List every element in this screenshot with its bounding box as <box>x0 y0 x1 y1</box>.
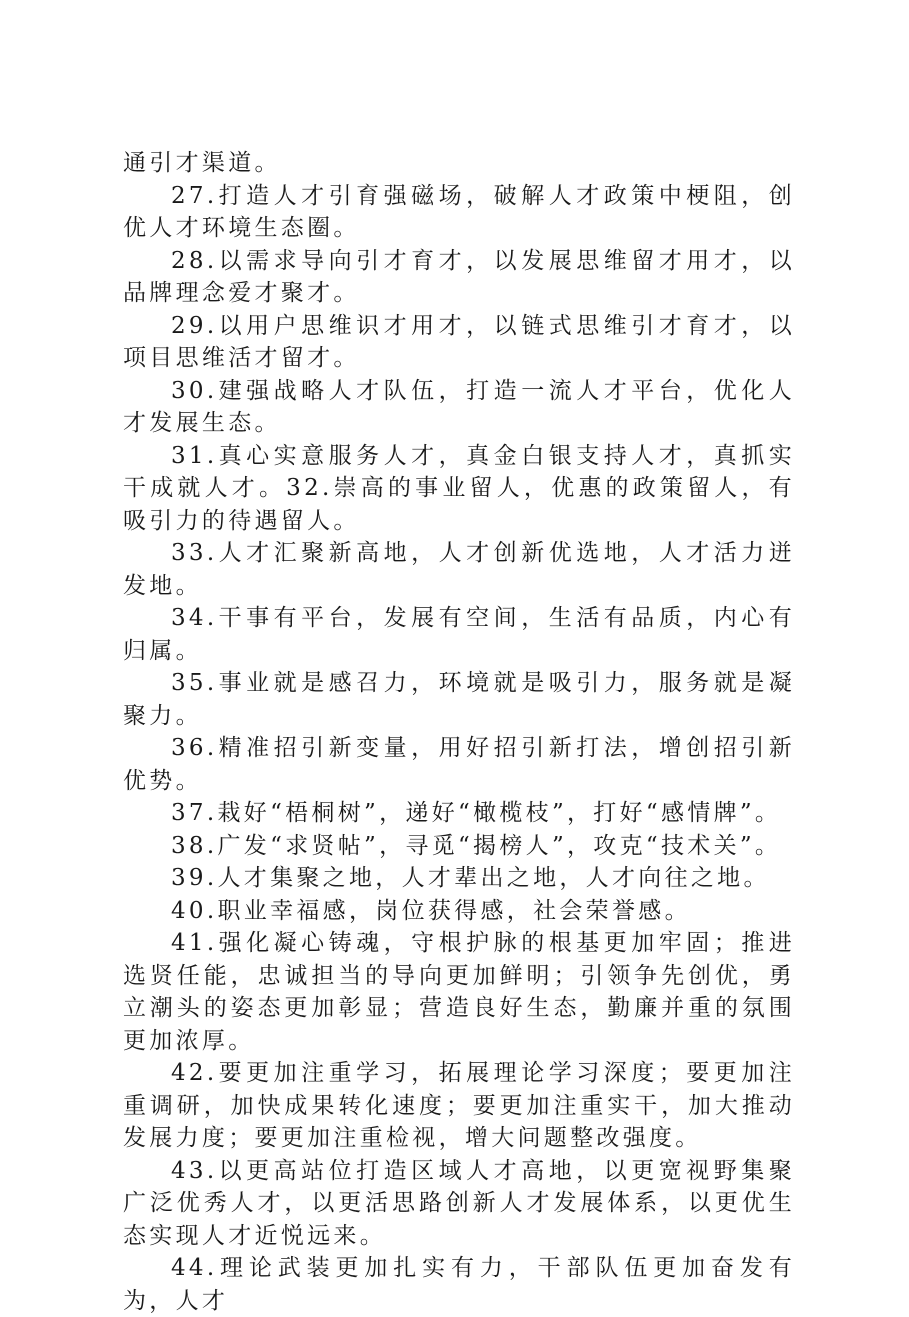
paragraph: 31.真心实意服务人才，真金白银支持人才，真抓实干成就人才。32.崇高的事业留人，优惠的政策留人，有吸引力的待遇留人。 <box>123 442 795 534</box>
paragraph: 29.以用户思维识才用才，以链式思维引才育才，以项目思维活才留才。 <box>123 312 795 371</box>
paragraph: 40.职业幸福感，岗位获得感，社会荣誉感。 <box>171 897 691 924</box>
paragraph: 41.强化凝心铸魂，守根护脉的根基更加牢固；推进选贤任能，忠诚担当的导向更加鲜明；引领争先创优，勇立潮头的姿态更加彰显；营造良好生态，勤廉并重的氛围更加浓厚。 <box>123 930 795 1054</box>
paragraph: 30.建强战略人才队伍，打造一流人才平台，优化人才发展生态。 <box>123 377 795 436</box>
paragraph: 37.栽好“梧桐树”，递好“橄榄枝”，打好“感情牌”。 <box>171 800 782 826</box>
paragraph: 34.干事有平台，发展有空间，生活有品质，内心有归属。 <box>123 605 795 664</box>
paragraph: 28.以需求导向引才育才，以发展思维留才用才，以品牌理念爱才聚才。 <box>123 247 795 306</box>
paragraph: 33.人才汇聚新高地，人才创新优选地，人才活力迸发地。 <box>123 540 795 599</box>
document-body <box>123 147 795 1317</box>
paragraph: 36.精准招引新变量，用好招引新打法，增创招引新优势。 <box>123 735 795 794</box>
paragraph: 39.人才集聚之地，人才辈出之地，人才向往之地。 <box>171 865 770 891</box>
paragraph: 通引才渠道。 <box>123 150 281 176</box>
paragraph: 27.打造人才引育强磁场，破解人才政策中梗阻，创优人才环境生态圈。 <box>123 182 795 241</box>
paragraph: 38.广发“求贤帖”，寻觅“揭榜人”，攻克“技术关”。 <box>171 832 782 859</box>
paragraph: 35.事业就是感召力，环境就是吸引力，服务就是凝聚力。 <box>123 670 795 729</box>
paragraph: 42.要更加注重学习，拓展理论学习深度；要更加注重调研，加快成果转化速度；要更加注重实干，加大推动发展力度；要更加注重检视，增大问题整改强度。 <box>123 1060 795 1151</box>
paragraph: 44.理论武装更加扎实有力，干部队伍更加奋发有为，人才 <box>123 1255 795 1314</box>
paragraph: 43.以更高站位打造区域人才高地，以更宽视野集聚广泛优秀人才，以更活思路创新人才发展体系，以更优生态实现人才近悦远来。 <box>123 1157 795 1249</box>
